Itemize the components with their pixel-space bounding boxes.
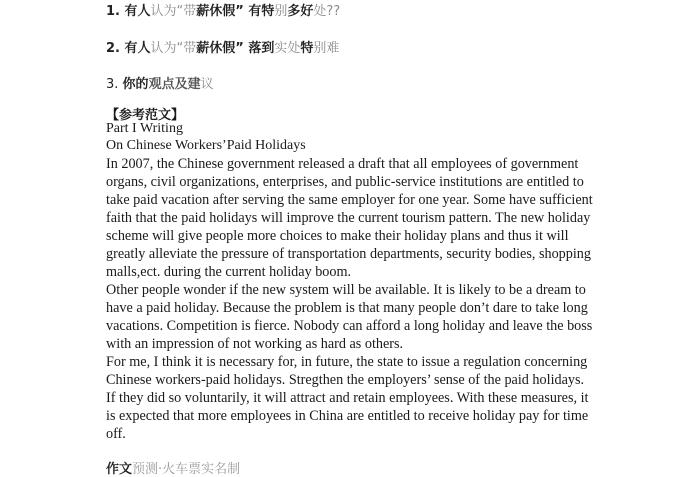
footer-light-text: 预测·火车票实名制 (132, 462, 241, 477)
question-text: 多好 (287, 4, 314, 19)
question-text: 有人 (124, 4, 151, 19)
question-text: 别 (274, 4, 288, 19)
question-text: 带 (183, 4, 197, 19)
sample-essay-label: 【参考范文】 (106, 108, 185, 123)
question-text: 你的 (122, 77, 149, 92)
question-text: 认为“ (150, 4, 184, 19)
paragraph-1: In 2007, the Chinese government released a draft that all employees of government organs, civil organizations, enterprises, and public-service institutions are entitled to take paid vacation after serving the same employer for one year. Some have sufficient faith that the paid holidays will improve the current tourism pattern. The new holiday scheme will give people more choices to make their holiday plans and thus it will greatly alleviate the pressure of transportation departments, security bodies, shopping malls,ect. during the current holiday boom. (106, 156, 593, 280)
question-text: 处?? (313, 4, 341, 19)
question-text: 实处 (274, 41, 301, 56)
question-text: 特 (300, 41, 314, 56)
question-text: 薪休假” 落到 (196, 41, 275, 56)
question-number: 2. (106, 41, 125, 56)
paragraph-2: Other people wonder if the new system will be available. It is likely to be a dream to have a paid holiday. Because the problem is that many people don’t dare to take long vacations. Competition is fierce. Nobody can afford a long holiday and leave the boss with an impression of not working as hard as others. (106, 282, 593, 352)
essay-title: On Chinese Workers’Paid Holidays (106, 138, 306, 153)
question-text: 薪休假” 有特 (196, 4, 275, 19)
question-text: 观点及建 (148, 77, 201, 92)
footer-bold-text: 作文 (106, 462, 133, 477)
question-text: 议 (200, 77, 214, 92)
question-number: 1. (106, 4, 125, 19)
question-1 (106, 0, 340, 19)
essay-body (106, 155, 596, 443)
question-3 (106, 73, 214, 92)
question-text: 认为“ (150, 41, 184, 56)
question-text: 带 (183, 41, 197, 56)
footer-heading (106, 458, 240, 477)
question-text: 别难 (313, 41, 340, 56)
question-text: 有人 (124, 41, 151, 56)
question-2 (106, 37, 339, 56)
part-label: Part I Writing (106, 121, 183, 136)
paragraph-3: For me, I think it is necessary for, in future, the state to issue a regulation concerning Chinese workers-paid holidays. Stregthen the employers’ sense of the paid holidays. If they did so voluntarily, it will attract and retain employees. With these measures, it is expected that more employees in China are entitled to receive holiday pay for time off. (106, 354, 589, 442)
question-number: 3. (106, 77, 123, 92)
